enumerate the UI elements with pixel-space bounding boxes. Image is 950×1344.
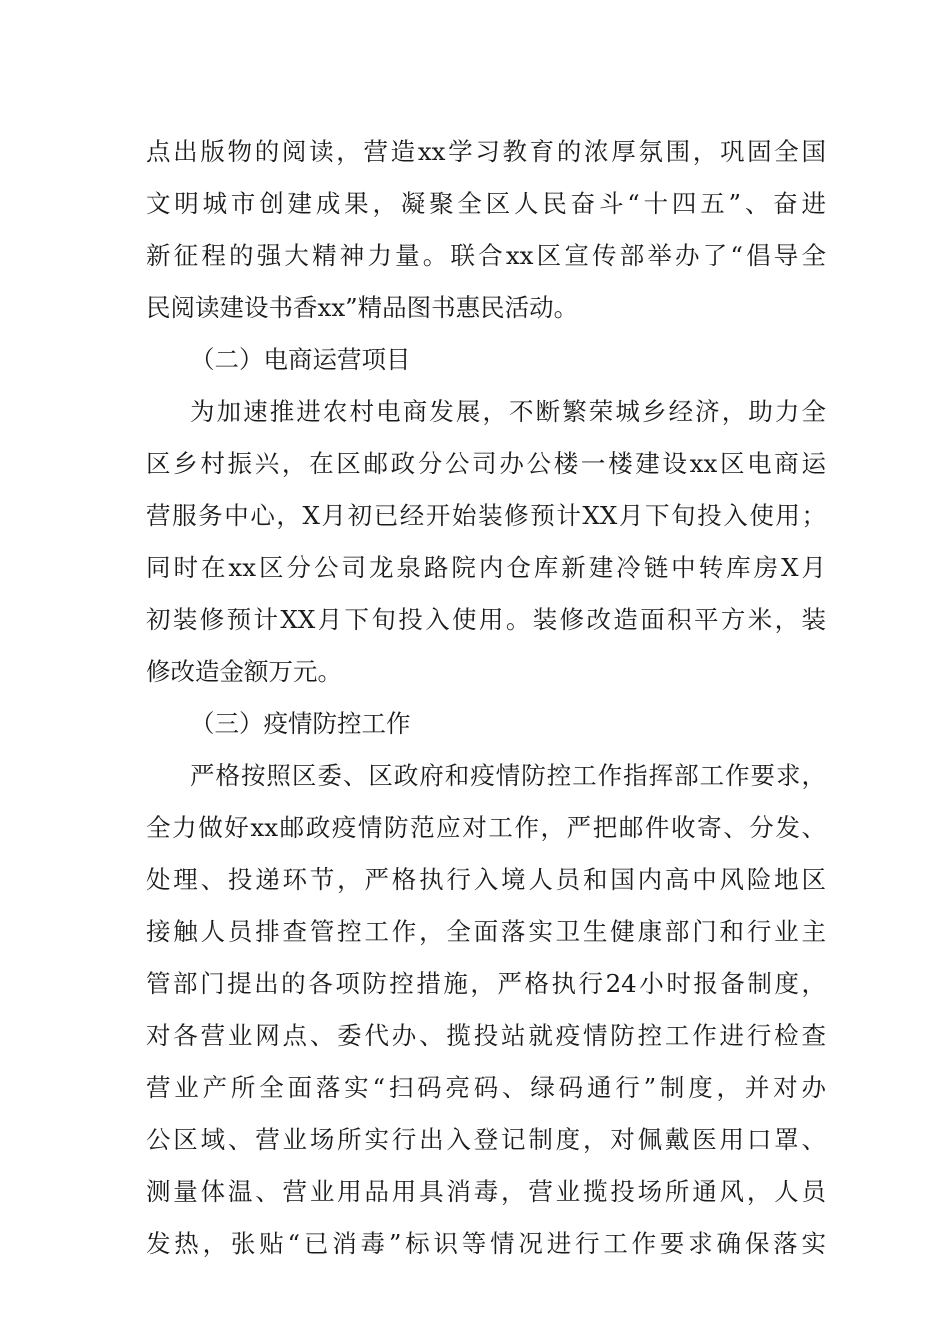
- text-line: 初装修预计XX月下旬投入使用。装修改造面积平方米，装: [146, 605, 826, 634]
- text-line: 测量体温、营业用品用具消毒，营业揽投场所通风，人员: [146, 1177, 826, 1206]
- text-line: 点出版物的阅读，营造xx学习教育的浓厚氛围，巩固全国: [146, 137, 826, 166]
- text-line: 新征程的强大精神力量。联合xx区宣传部举办了“倡导全: [146, 241, 826, 270]
- document-body: [146, 126, 826, 1270]
- text-line: 修改造金额万元。: [146, 657, 342, 686]
- text-line: 区乡村振兴，在区邮政分公司办公楼一楼建设xx区电商运: [146, 449, 826, 478]
- text-line: 全力做好xx邮政疫情防范应对工作，严把邮件收寄、分发、: [146, 813, 826, 842]
- section-heading: （二）电商运营项目: [190, 345, 411, 374]
- section-heading: （三）疫情防控工作: [190, 709, 411, 738]
- text-line: 公区域、营业场所实行出入登记制度，对佩戴医用口罩、: [146, 1125, 826, 1154]
- text-line: 文明城市创建成果，凝聚全区人民奋斗“十四五”、奋进: [146, 189, 826, 218]
- text-line: 管部门提出的各项防控措施，严格执行24小时报备制度，: [146, 969, 826, 998]
- text-line: 营服务中心，X月初已经开始装修预计XX月下旬投入使用；: [146, 501, 826, 530]
- text-line: 严格按照区委、区政府和疫情防控工作指挥部工作要求，: [190, 761, 826, 790]
- text-line: 为加速推进农村电商发展，不断繁荣城乡经济，助力全: [190, 397, 826, 426]
- text-line: 营业产所全面落实“扫码亮码、绿码通行”制度，并对办: [146, 1073, 826, 1102]
- text-line: 同时在xx区分公司龙泉路院内仓库新建冷链中转库房X月: [146, 553, 826, 582]
- text-line: 处理、投递环节，严格执行入境人员和国内高中风险地区: [146, 865, 826, 894]
- text-line: 对各营业网点、委代办、揽投站就疫情防控工作进行检查: [146, 1021, 826, 1050]
- text-line: 民阅读建设书香xx”精品图书惠民活动。: [146, 293, 579, 322]
- text-line: 接触人员排查管控工作，全面落实卫生健康部门和行业主: [146, 917, 826, 946]
- text-line: 发热，张贴“已消毒”标识等情况进行工作要求确保落实: [146, 1229, 826, 1258]
